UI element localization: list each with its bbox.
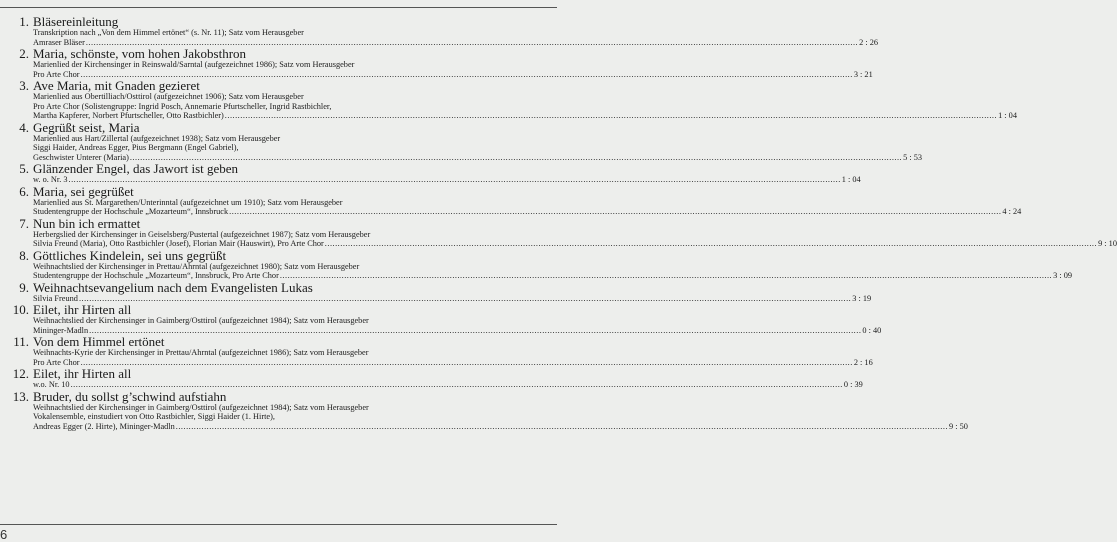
dot-leader: ............................................................................................................................................................................................................................................................................................................ [129, 152, 903, 162]
track-duration: 4 : 24 [1002, 207, 1022, 216]
dot-leader: ............................................................................................................................................................................................................................................................................................................ [80, 357, 853, 367]
track-detail-line: Weihnachtslied der Kirchensinger in Gaimberg/Osttirol (aufgezeichnet 1984); Satz vom Herausgeber [33, 402, 369, 412]
track-title: Maria, schönste, vom hohen Jakobsthron [33, 46, 247, 61]
track-item [0, 183, 1022, 217]
track-title: Eilet, ihr Hirten all [33, 366, 132, 381]
track-duration: 3 : 09 [1053, 271, 1073, 280]
track-duration: 0 : 39 [843, 380, 863, 389]
track-title: Nun bin ich ermattet [33, 215, 141, 231]
track-detail-text: Studentengruppe der Hochschule „Mozarteum“, Innsbruck [33, 207, 229, 216]
track-detail-text: Martha Kapferer, Norbert Pfurtscheller, Otto Rastbichler) [33, 111, 224, 120]
track-number: 4. [19, 119, 29, 135]
track-title: Weihnachtsevangelium nach dem Evangelisten Lukas [33, 279, 313, 295]
dot-leader: ............................................................................................................................................................................................................................................................................................................ [70, 380, 843, 389]
track-detail-text: Andreas Egger (2. Hirte), Mininger-Madln [33, 421, 175, 431]
dot-leader: ............................................................................................................................................................................................................................................................................................................ [85, 37, 859, 47]
track-item [0, 302, 882, 335]
track-detail-line: Weihnachtslied der Kirchensinger in Gaimberg/Osttirol (aufgezeichnet 1984); Satz vom Herausgeber [33, 316, 369, 325]
track-duration: 1 : 04 [841, 175, 861, 184]
track-item [0, 161, 861, 185]
track-detail-text: Silvia Freund (Maria), Otto Rastbichler (Josef), Florian Mair (Hauswirt), Pro Arte Chor [33, 239, 324, 248]
dot-leader: ............................................................................................................................................................................................................................................................................................................ [224, 111, 998, 120]
track-detail-line: Transkription nach „Von dem Himmel ertönet“ (s. Nr. 11); Satz vom Herausgeber [33, 28, 304, 37]
track-detail-line: Marienlied aus Hart/Zillertal (aufgezeichnet 1938); Satz vom Herausgeber [33, 133, 281, 143]
track-title: Eilet, ihr Hirten all [33, 302, 132, 317]
track-detail-line [33, 421, 968, 432]
track-number: 1. [19, 14, 29, 29]
track-item [0, 14, 879, 47]
track-duration: 5 : 53 [903, 152, 923, 162]
track-detail-text: Pro Arte Chor [33, 357, 80, 367]
track-title: Von dem Himmel ertönet [33, 334, 165, 349]
track-detail-text: Mininger-Madln [33, 325, 89, 335]
track-title: Bruder, du sollst g’schwind aufstiahn [33, 388, 227, 404]
track-number: 2. [19, 46, 29, 61]
track-number: 13. [12, 388, 29, 404]
dot-leader: ............................................................................................................................................................................................................................................................................................................ [279, 271, 1053, 280]
track-number: 12. [12, 366, 29, 381]
track-detail-line: Marienlied der Kirchensinger in Reinswald/Sarntal (aufgezeichnet 1986); Satz vom Herausgeber [33, 60, 355, 69]
track-item [0, 215, 1117, 249]
dot-leader: ............................................................................................................................................................................................................................................................................................................ [80, 69, 853, 79]
track-title: Bläsereinleitung [33, 14, 119, 29]
track-detail-text: Geschwister Unterer (Maria) [33, 152, 129, 162]
track-detail-line: Weihnachtslied der Kirchensinger in Prettau/Ahrntal (aufgezeichnet 1980); Satz vom Herausgeber [33, 261, 360, 271]
track-duration: 3 : 21 [853, 69, 873, 79]
track-detail-text: Amraser Bläser [33, 37, 85, 47]
track-item [0, 78, 1017, 121]
track-detail-line: Weihnachts-Kyrie der Kirchensinger in Prettau/Ahrntal (aufgezeichnet 1986); Satz vom Herausgeber [33, 348, 369, 357]
dot-leader: ............................................................................................................................................................................................................................................................................................................ [229, 207, 1002, 216]
track-duration: 3 : 19 [852, 293, 872, 303]
track-detail-text: w.o. Nr. 10 [33, 380, 70, 389]
track-detail-line: Marienlied aus Obertilliach/Osttirol (aufgezeichnet 1906); Satz vom Herausgeber [33, 92, 304, 101]
track-detail-text: Pro Arte Chor [33, 69, 80, 79]
track-item [0, 279, 872, 304]
track-number: 6. [19, 183, 29, 199]
track-number: 9. [19, 279, 29, 295]
bottom-rule [0, 524, 557, 525]
track-number: 11. [13, 334, 29, 349]
track-detail-line: Vokalensemble, einstudiert von Otto Rastbichler, Siggi Haider (1. Hirte), [33, 412, 275, 421]
track-duration: 2 : 16 [853, 357, 873, 367]
track-detail-line: Herbergslied der Kirchensinger in Geiselsberg/Pustertal (aufgezeichnet 1987); Satz vom Herausgeber [33, 229, 371, 239]
track-detail-line: Pro Arte Chor (Solistengruppe: Ingrid Posch, Annemarie Pfurtscheller, Ingrid Rastbichler, [33, 101, 332, 111]
track-duration: 9 : 10 [1098, 239, 1117, 248]
track-number: 7. [19, 215, 29, 231]
track-duration: 9 : 50 [949, 421, 968, 431]
track-title: Göttliches Kindelein, sei uns gegrüßt [33, 247, 227, 263]
track-title: Gegrüßt seist, Maria [33, 119, 140, 135]
track-detail-line: Siggi Haider, Andreas Egger, Pius Bergmann (Engel Gabriel), [33, 143, 239, 152]
track-item [0, 366, 863, 390]
top-rule [0, 7, 557, 8]
dot-leader: ............................................................................................................................................................................................................................................................................................................ [68, 175, 841, 184]
track-duration: 1 : 04 [998, 111, 1017, 120]
track-duration: 2 : 26 [859, 37, 879, 47]
track-list [0, 14, 1117, 431]
track-title: Glänzender Engel, das Jawort ist geben [33, 161, 239, 176]
track-title: Ave Maria, mit Gnaden gezieret [33, 78, 200, 93]
track-duration: 0 : 40 [862, 325, 882, 335]
track-item [0, 334, 873, 367]
track-number: 3. [19, 78, 29, 93]
dot-leader: ............................................................................................................................................................................................................................................................................................................ [175, 421, 949, 431]
track-number: 8. [19, 247, 29, 263]
dot-leader: ............................................................................................................................................................................................................................................................................................................ [78, 293, 852, 303]
track-item [0, 388, 968, 432]
page-number: 6 [0, 527, 8, 542]
track-item [0, 247, 1073, 281]
track-detail-text: Studentengruppe der Hochschule „Mozarteum“, Innsbruck, Pro Arte Chor [33, 271, 279, 280]
track-detail-line: Marienlied aus St. Margarethen/Unterinntal (aufgezeichnet um 1910); Satz vom Herausgeber [33, 197, 343, 207]
dot-leader: ............................................................................................................................................................................................................................................................................................................ [89, 325, 862, 335]
dot-leader: ............................................................................................................................................................................................................................................................................................................ [324, 239, 1098, 248]
track-number: 5. [19, 161, 29, 176]
track-item [0, 46, 873, 79]
track-number: 10. [12, 302, 29, 317]
track-detail-text: w. o. Nr. 3 [33, 175, 68, 184]
track-detail-text: Silvia Freund [33, 293, 78, 303]
track-item [0, 119, 923, 163]
track-title: Maria, sei gegrüßet [33, 183, 134, 199]
